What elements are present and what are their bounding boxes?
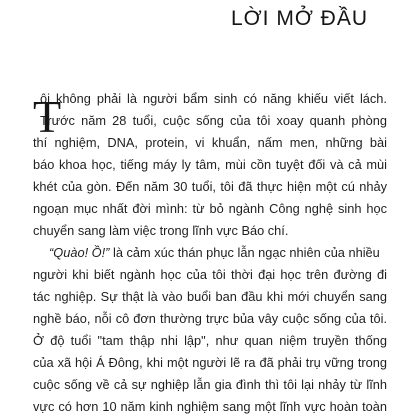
quote-exclamation: “Quào! Ồ!” bbox=[49, 245, 110, 260]
paragraph-line: chuyển sang làm việc trong lĩnh vực Báo chí. bbox=[33, 223, 289, 238]
paragraph-line: nghề báo, nỗi cô đơn thường trực bủa vây cuộc sống của tôi. bbox=[33, 311, 387, 326]
paragraph-line: thí nghiệm, DNA, protein, vi khuẩn, nấm men, những bài bbox=[33, 135, 387, 150]
page-title: LỜI MỞ ĐẦU bbox=[230, 7, 368, 30]
paragraph-line: tác nghiệp. Sự thật là vào buổi ban đầu khi mới chuyển sang bbox=[33, 289, 387, 304]
body-text bbox=[33, 88, 387, 418]
paragraph-line-rest: là cảm xúc thán phục lẫn ngạc nhiên của nhiều bbox=[109, 245, 380, 260]
paragraph-line: ôi không phải là người bẩm sinh có năng khiếu viết lách. bbox=[40, 91, 387, 106]
drop-cap: T bbox=[33, 91, 62, 142]
paragraph-line: khét của gòn. Đến năm 30 tuổi, tôi đã thực hiện một cú nhảy bbox=[33, 179, 387, 194]
paragraph-line: của xã hội Á Đông, khi một người lẽ ra đã phải trụ vững trong bbox=[33, 355, 387, 370]
paragraph-2 bbox=[33, 242, 387, 418]
paragraph-line: Trước năm 28 tuổi, cuộc sống của tôi xoay quanh phòng bbox=[40, 113, 387, 128]
paragraph-line: báo khoa học, tiếng máy ly tâm, mùi cồn tuyệt đối và cả mùi bbox=[33, 157, 387, 172]
paragraph-line: Ở độ tuổi "tam thập nhi lập", như quan niệm truyền thống bbox=[33, 333, 387, 348]
paragraph-line: cuộc sống về cả sự nghiệp lẫn gia đình thì tôi lại nhảy từ lĩnh bbox=[33, 377, 387, 392]
paragraph-line: người khi biết ngành học của tôi thời đại học trên đường đi bbox=[33, 267, 387, 282]
paragraph-line: vực có hơn 10 năm kinh nghiệm sang một lĩnh vực hoàn toàn bbox=[33, 399, 387, 414]
paragraph-line: ngoạn mục nhất đời mình: từ bỏ ngành Công nghệ sinh học bbox=[33, 201, 387, 216]
paragraph-1 bbox=[33, 88, 387, 242]
paragraph-line-first bbox=[33, 242, 387, 264]
